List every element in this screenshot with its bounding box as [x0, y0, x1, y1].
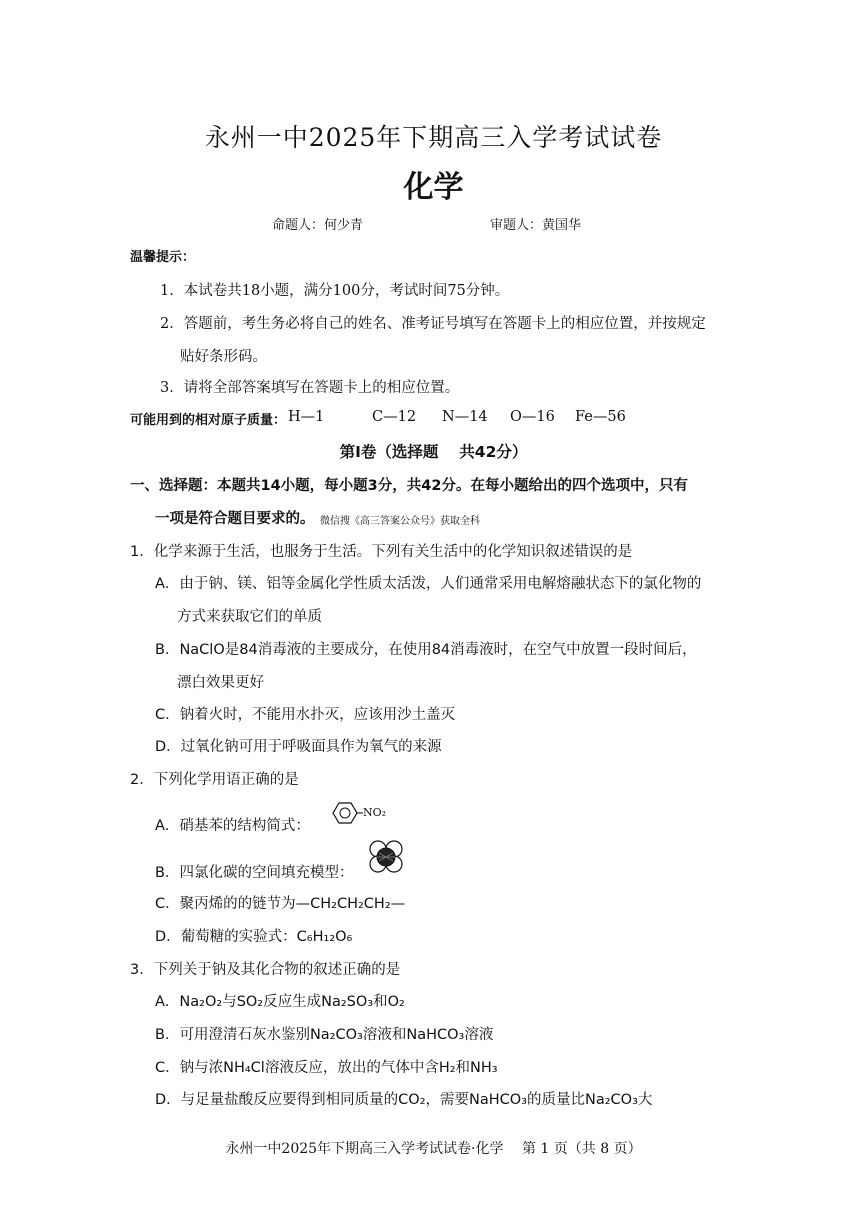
notice-item: 2．答题前，考生务必将自己的姓名、准考证号填写在答题卡上的相应位置，并按规定: [160, 316, 706, 332]
q3-option-b: B．可用澄清石灰水鉴别Na₂CO₃溶液和NaHCO₃溶液: [155, 1027, 494, 1043]
q2-option-c: C．聚丙烯的的链节为—CH₂CH₂CH₂—: [155, 896, 406, 912]
atomic-mass-label: 可能用到的相对原子质量：: [130, 413, 287, 428]
notice-item: 3．请将全部答案填写在答题卡上的相应位置。: [160, 380, 460, 396]
q3-option-a: A．Na₂O₂与SO₂反应生成Na₂SO₃和O₂: [155, 994, 405, 1010]
page-footer: 永州一中2025年下期高三入学考试试卷·化学 第 1 页（共 8 页）: [225, 1141, 642, 1157]
q3-option-c: C．钠与浓NH₄Cl溶液反应，放出的气体中含H₂和NH₃: [155, 1060, 498, 1076]
atomic-mass: C—12: [372, 409, 417, 425]
q2-option-a: A．硝基苯的结构简式：: [155, 818, 310, 834]
ccl4-space-filling-model-icon: [364, 838, 408, 876]
q1-option-b: B．NaClO是84消毒液的主要成分，在使用84消毒液时，在空气中放置一段时间后，: [155, 642, 697, 658]
atomic-mass: O—16: [510, 409, 555, 425]
subject-title: 化学: [403, 170, 464, 205]
author-line: 命题人：何少青: [272, 218, 364, 233]
watermark-text: 微信搜《高三答案公众号》获取全科: [320, 516, 480, 527]
q1-option-a-cont: 方式来获取它们的单质: [177, 609, 322, 625]
section-heading: 一、选择题：本题共14小题，每小题3分，共42分。在每小题给出的四个选项中，只有: [130, 478, 688, 494]
section-heading-cont: 一项是符合题目要求的。: [155, 511, 315, 527]
nitro-group-label: NO₂: [363, 806, 387, 819]
notice-heading: 温馨提示：: [130, 250, 196, 265]
notice-item: 1．本试卷共18小题，满分100分，考试时间75分钟。: [160, 283, 510, 299]
q1-option-c: C．钠着火时，不能用水扑灭，应该用沙土盖灭: [155, 707, 456, 723]
q3-option-d: D．与足量盐酸反应要得到相同质量的CO₂，需要NaHCO₃的质量比Na₂CO₃大: [155, 1092, 653, 1108]
q3-stem: 3．下列关于钠及其化合物的叙述正确的是: [130, 962, 401, 978]
q1-stem: 1．化学来源于生活，也服务于生活。下列有关生活中的化学知识叙述错误的是: [130, 544, 633, 560]
q1-option-b-cont: 漂白效果更好: [177, 675, 264, 691]
atomic-mass: H—1: [288, 409, 325, 425]
part-title: 第Ⅰ卷（选择题 共42分）: [339, 443, 528, 461]
atomic-mass: N—14: [442, 409, 488, 425]
exam-title: 永州一中2025年下期高三入学考试试卷: [204, 123, 663, 152]
reviewer-line: 审题人：黄国华: [490, 218, 582, 233]
q2-stem: 2．下列化学用语正确的是: [130, 772, 299, 788]
atomic-mass: Fe—56: [575, 409, 626, 425]
q1-option-a: A．由于钠、镁、铝等金属化学性质太活泼，人们通常采用电解熔融状态下的氯化物的: [155, 576, 702, 592]
q2-option-d: D．葡萄糖的实验式：C₆H₁₂O₆: [155, 929, 353, 945]
notice-item: 贴好条形码。: [180, 349, 267, 365]
q2-option-b: B．四氯化碳的空间填充模型：: [155, 865, 354, 881]
q1-option-d: D．过氧化钠可用于呼吸面具作为氧气的来源: [155, 739, 442, 755]
